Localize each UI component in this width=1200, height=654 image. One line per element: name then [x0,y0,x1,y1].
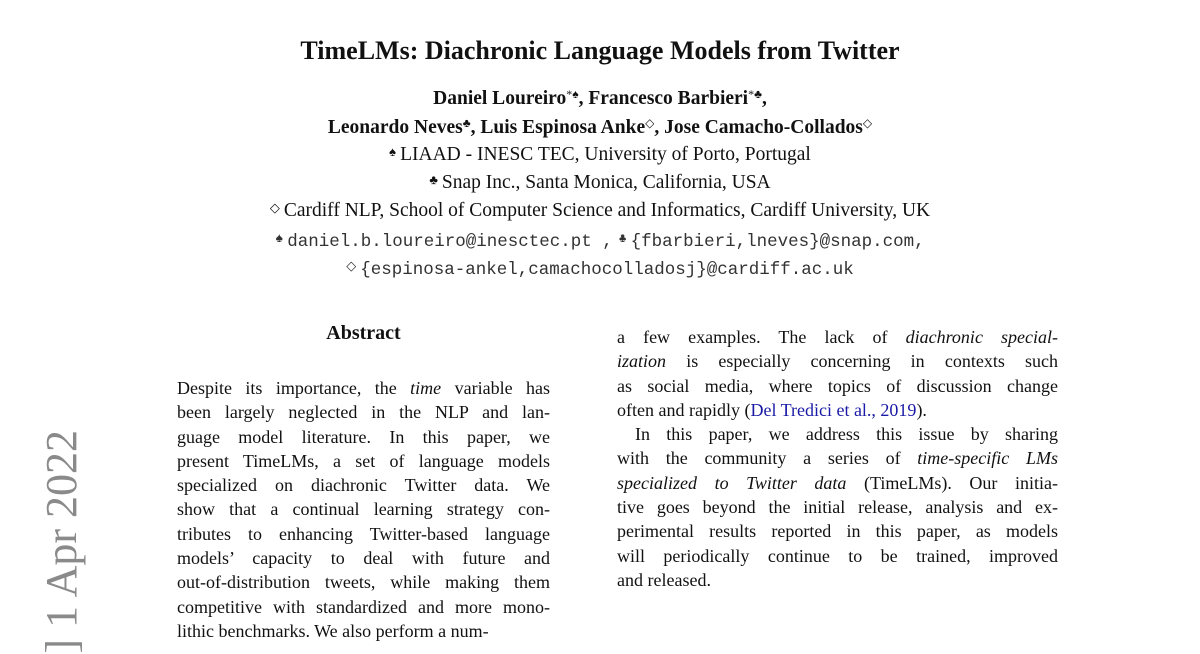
paper-title: TimeLMs: Diachronic Language Models from Twitter [300,36,900,65]
author-mark: *♠ [566,87,579,101]
text-segment: a few examples. The lack of [617,327,906,347]
text-line [177,376,550,400]
text-line [617,568,1058,592]
author-line-1 [0,87,1200,110]
text-segment: with the community a series of [617,448,918,469]
text-line [177,546,550,570]
text-line [617,349,1058,373]
text-segment: been largely neglected in the NLP and lan- [177,402,550,423]
author-name: , [761,88,767,109]
author-name: Leonardo Neves [327,117,463,138]
text-line [177,449,550,473]
abstract-body [177,376,550,643]
author-name: Daniel Loureiro [433,88,567,109]
email-text[interactable]: {espinosa-ankel,camachocolladosj}@cardiff.ac.uk [360,260,854,280]
author-name: , Francesco Barbieri [578,88,749,109]
text-line [617,495,1058,519]
text-segment: models’ capacity to deal with future and [177,548,550,569]
text-segment: competitive with standardized and more mono- [177,596,550,617]
text-line [177,497,550,521]
author-mark: ◇ [645,116,655,130]
author-name: , Jose Camacho-Collados [654,117,863,138]
arxiv-stamp: ] 1 Apr 2022 [37,430,86,654]
text-segment: present TimeLMs, a set of language models [177,450,550,471]
text-line [617,398,1058,422]
diamond-icon: ◇ [269,200,280,215]
text-line [177,400,550,424]
spade-icon: ♠ [389,144,397,159]
affiliation-cardiff [0,200,1200,222]
text-line [177,425,550,449]
text-line [617,325,1058,349]
text-line [617,446,1058,470]
club-icon: ♣ [429,172,438,187]
email-text[interactable]: daniel.b.loureiro@inesctec.pt , [287,232,613,252]
text-line [177,619,550,643]
text-line [177,570,550,594]
text-segment: variable has [441,378,550,398]
text-segment: as social media, where topics of discussion change [617,375,1058,396]
text-segment: often and rapidly ( [617,399,751,420]
text-segment: (TimeLMs). Our initia- [846,472,1058,493]
email-line-1 [0,231,1200,252]
text-line [617,544,1058,568]
text-line [177,595,550,619]
text-segment: tive goes beyond the initial release, analysis and ex- [617,497,1058,518]
text-line [617,519,1058,543]
text-segment: In this paper, we address this issue by sharing [635,424,1058,445]
right-column-body [617,325,1058,592]
text-segment: out-of-distribution tweets, while making them [177,572,550,593]
text-segment: will periodically continue to be trained, improved [617,545,1058,566]
diamond-icon: ◇ [346,259,357,274]
text-segment: lithic benchmarks. We also perform a num- [177,620,489,641]
text-line [617,471,1058,495]
text-segment: perimental results reported in this paper, as models [617,521,1058,542]
text-segment: ). [916,399,927,420]
spade-icon: ♠ [275,231,284,246]
italic-text: ization [617,351,667,372]
author-mark: *♣ [748,87,762,101]
affiliation-text: Snap Inc., Santa Monica, California, USA [441,172,771,193]
affiliation-porto [0,144,1200,166]
email-line-2 [0,259,1200,280]
text-segment: and released. [617,569,711,590]
italic-text: diachronic special- [905,327,1058,347]
email-text[interactable]: {fbarbieri,lneves}@snap.com, [630,232,925,252]
abstract-heading: Abstract [326,322,401,344]
text-segment: Despite its importance, the [177,378,411,398]
text-segment: show that a continual learning strategy con- [177,499,550,520]
author-name: , Luis Espinosa Anke [470,117,646,138]
club-icon: ♣ [618,231,627,246]
text-segment: guage model literature. In this paper, we [177,426,550,447]
affiliation-snap [0,172,1200,194]
text-line [617,422,1058,446]
italic-text: time-specific LMs [917,448,1058,469]
affiliation-text: Cardiff NLP, School of Computer Science and Informatics, Cardiff University, UK [283,200,931,221]
text-line [177,473,550,497]
author-mark: ◇ [862,116,873,130]
author-line-2 [0,116,1200,139]
text-segment: tributes to enhancing Twitter-based language [177,523,550,544]
italic-text: time [410,378,442,398]
text-line [617,374,1058,398]
author-mark: ♣ [462,116,471,130]
citation-link[interactable]: Del Tredici et al., 2019 [750,399,917,420]
italic-text: specialized to Twitter data [617,472,847,493]
text-line [177,522,550,546]
affiliation-text: LIAAD - INESC TEC, University of Porto, Portugal [400,144,811,165]
text-segment: is especially concerning in contexts such [666,351,1058,372]
text-segment: specialized on diachronic Twitter data. We [177,475,550,496]
